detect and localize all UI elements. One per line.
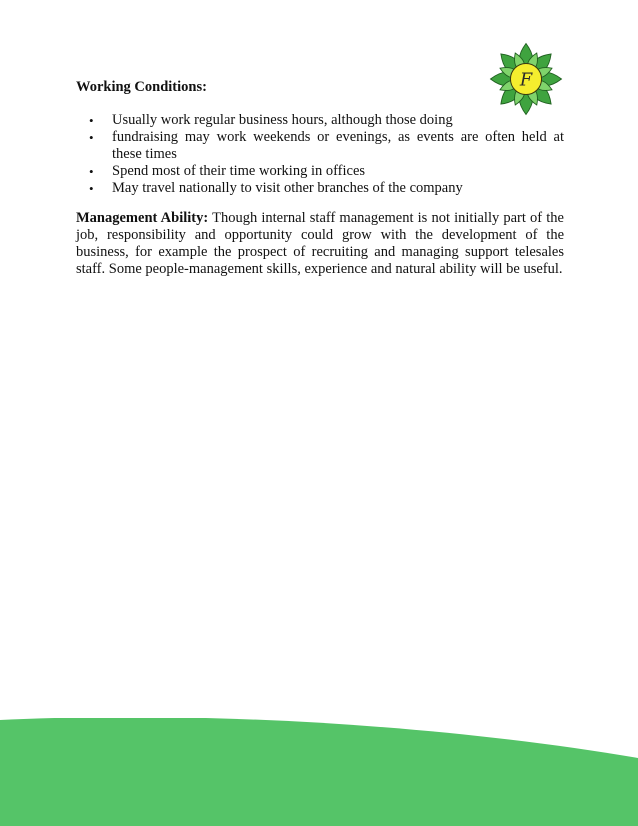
- flower-logo-icon: [489, 42, 563, 116]
- list-item-continuation: [76, 129, 564, 163]
- bullet-line: • fundraising may work weekends or evenings, as events are often held at: [112, 129, 564, 145]
- green-wave-footer: [0, 718, 638, 826]
- list-item: • Spend most of their time working in offices: [76, 163, 564, 180]
- bullet-line: these times: [112, 146, 177, 162]
- list-item: [76, 112, 564, 129]
- management-ability-text: Though internal staff management is not initially part of the job, responsibility and opportunity could grow with the development of the business, for example the prospect of recruiting and managing support telesales staff. Some people-management skills, experience and natural ability will be useful.: [76, 210, 564, 277]
- management-ability-paragraph: [76, 210, 564, 278]
- working-conditions-list: [76, 112, 564, 197]
- management-ability-label: Management Ability:: [76, 210, 209, 226]
- list-item: • May travel nationally to visit other branches of the company: [76, 180, 564, 197]
- logo-monogram: F: [519, 70, 533, 91]
- bullet-line: Usually work regular business hours, although those doing: [112, 112, 453, 128]
- working-conditions-heading: Working Conditions:: [76, 79, 207, 95]
